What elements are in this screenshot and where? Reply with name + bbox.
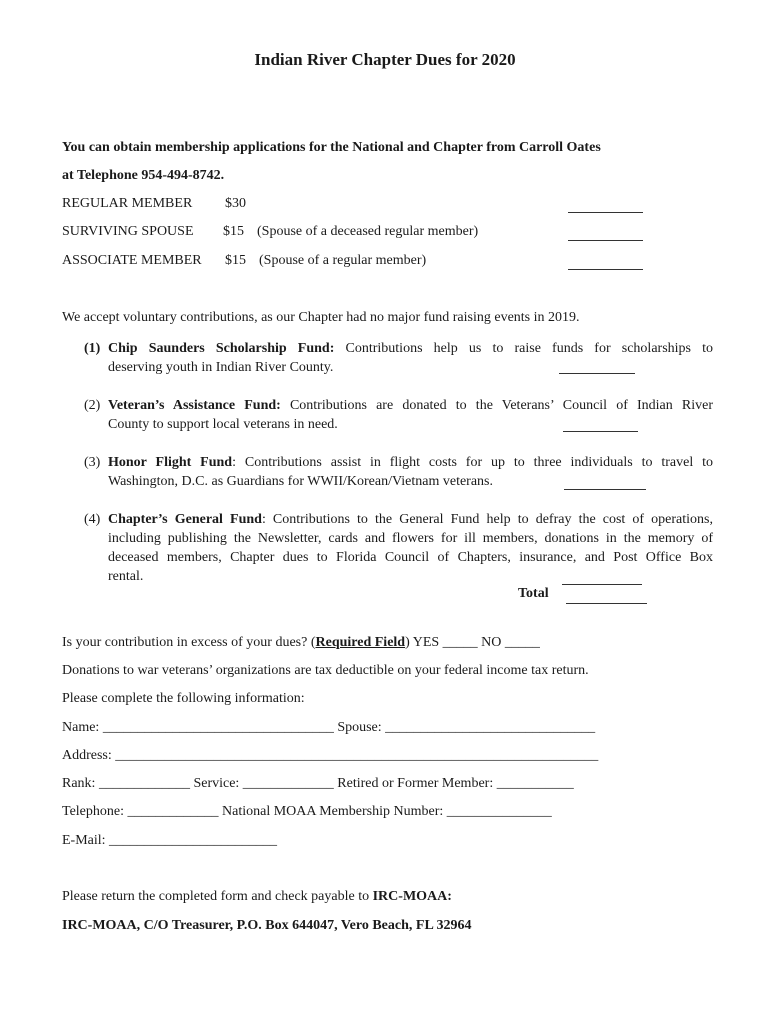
membership-note: (Spouse of a regular member)	[259, 253, 427, 268]
membership-amount: $15	[225, 253, 246, 268]
return-prefix: Please return the completed form and check payable to	[62, 889, 373, 904]
fund-number: (2)	[84, 398, 101, 413]
fund-description-cont: Washington, D.C. as Guardians for WWII/Korean/Vietnam veterans.	[108, 474, 493, 489]
fund-title: Veteran’s Assistance Fund:	[108, 398, 281, 413]
rank-service-field[interactable]: Rank: _____________ Service: _____________ Retired or Former Member: ___________	[62, 776, 574, 791]
contribution-question	[62, 635, 540, 651]
page-title: Indian River Chapter Dues for 2020	[254, 50, 516, 69]
payee: IRC-MOAA:	[372, 889, 452, 904]
fund-number: (3)	[84, 455, 101, 470]
fund-description-cont: County to support local veterans in need.	[108, 417, 338, 432]
total-blank[interactable]	[566, 588, 647, 604]
membership-regular-blank[interactable]	[568, 197, 643, 213]
fund-description-cont: rental.	[108, 569, 144, 584]
membership-name: REGULAR MEMBER	[62, 196, 193, 211]
return-instructions	[62, 889, 452, 905]
fund-description: Contributions are donated to the Veterans’ Council of Indian River	[289, 398, 714, 413]
intro-line-1: You can obtain membership applications for the National and Chapter from Carroll Oates	[62, 140, 601, 155]
fund-description-cont: including publishing the Newsletter, cards and flowers for ill members, donations in the memory of	[108, 531, 713, 546]
total-label: Total	[518, 586, 549, 601]
membership-note: (Spouse of a deceased regular member)	[257, 224, 479, 239]
membership-amount: $15	[223, 224, 244, 239]
contributions-intro: We accept voluntary contributions, as our Chapter had no major fund raising events in 2019.	[62, 310, 580, 325]
required-field-label: Required Field	[315, 635, 406, 650]
question-prefix: Is your contribution in excess of your dues? (	[62, 635, 316, 650]
membership-amount: $30	[225, 196, 246, 211]
membership-name: ASSOCIATE MEMBER	[62, 253, 202, 268]
please-complete: Please complete the following information:	[62, 691, 305, 706]
fund-description-cont: deceased members, Chapter dues to Florida Council of Chapters, insurance, and Post Office Box	[108, 550, 713, 565]
fund-general-blank[interactable]	[562, 569, 642, 585]
fund-title: Chapter’s General Fund	[108, 512, 262, 527]
fund-veterans-assistance-blank[interactable]	[563, 416, 638, 432]
question-yes-no[interactable]: ) YES _____ NO _____	[405, 635, 540, 650]
membership-surviving-spouse-blank[interactable]	[568, 225, 643, 241]
fund-description: : Contributions assist in flight costs for up to three individuals to travel to	[232, 455, 713, 470]
membership-name: SURVIVING SPOUSE	[62, 224, 194, 239]
name-spouse-field[interactable]: Name: _________________________________ Spouse: ______________________________	[62, 720, 596, 735]
mailing-address: IRC-MOAA, C/O Treasurer, P.O. Box 644047, Vero Beach, FL 32964	[62, 918, 472, 933]
fund-description: Contributions help us to raise funds for scholarships to	[345, 341, 714, 356]
fund-scholarship-blank[interactable]	[559, 358, 635, 374]
fund-title: Honor Flight Fund	[108, 455, 233, 470]
fund-description: : Contributions to the General Fund help to defray the cost of operations,	[261, 512, 714, 527]
intro-line-2: at Telephone 954-494-8742.	[62, 168, 225, 183]
membership-associate-blank[interactable]	[568, 254, 643, 270]
fund-number: (4)	[84, 512, 101, 527]
email-field[interactable]: E-Mail: ________________________	[62, 833, 278, 848]
fund-title: Chip Saunders Scholarship Fund:	[108, 341, 335, 356]
fund-description-cont: deserving youth in Indian River County.	[108, 360, 334, 375]
fund-honor-flight-blank[interactable]	[564, 474, 646, 490]
tax-note: Donations to war veterans’ organizations are tax deductible on your federal income tax return.	[62, 663, 589, 678]
fund-number: (1)	[84, 341, 101, 356]
telephone-moaa-field[interactable]: Telephone: _____________ National MOAA Membership Number: _______________	[62, 804, 552, 819]
address-field[interactable]: Address: _____________________________________________________________________	[62, 748, 599, 763]
